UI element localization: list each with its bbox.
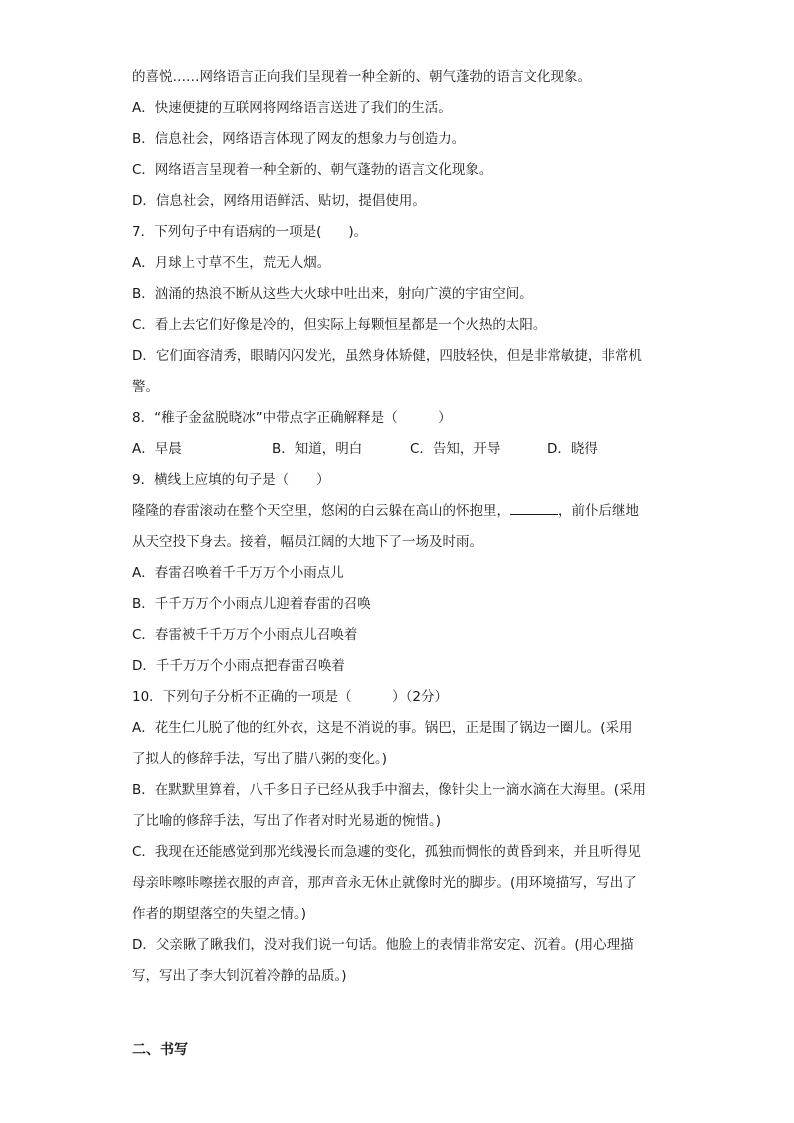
passage-continuation: 的喜悦……网络语言正向我们呈现着一种全新的、朝气蓬勃的语言文化现象。	[132, 69, 591, 85]
q8-options	[132, 434, 666, 465]
q9-passage-post: ，前仆后继地	[558, 503, 639, 519]
q8-option-c: C．告知，开导	[410, 441, 501, 457]
q9-option-b: B．千千万万个小雨点儿迎着春雷的召唤	[132, 596, 371, 612]
q10-option-a-line2: 了拟人的修辞手法，写出了腊八粥的变化。)	[132, 751, 388, 767]
section-title: 二、书写	[132, 1042, 188, 1058]
q9-option-d: D．千千万万个小雨点把春雷召唤着	[132, 658, 345, 674]
q10-option-d-line2: 写，写出了李大钊沉着冷静的品质。)	[132, 968, 347, 984]
q10-option-b-line1: B．在默默里算着，八千多日子已经从我手中溜去，像针尖上一滴水滴在大海里。(采用	[132, 782, 647, 798]
q7-option-d-line1: D．它们面容清秀，眼睛闪闪发光，虽然身体矫健，四肢轻快，但是非常敏捷，非常机	[132, 348, 642, 364]
q6-option-c: C．网络语言呈现着一种全新的、朝气蓬勃的语言文化现象。	[132, 162, 493, 178]
q7-stem: 7．下列句子中有语病的一项是( )。	[132, 224, 368, 240]
q9-option-c: C．春雷被千千万万个小雨点儿召唤着	[132, 627, 358, 643]
q8-option-a: A．早晨	[132, 441, 182, 457]
q7-option-d-line2: 警。	[132, 379, 159, 395]
q8-option-d: D．晓得	[547, 441, 598, 457]
fill-blank	[510, 500, 558, 515]
q10-stem: 10．下列句子分析不正确的一项是（ ）（2分）	[132, 689, 449, 705]
q10-option-c-line1: C．我现在还能感觉到那光线漫长而急遽的变化，孤独而惆怅的黄昏到来，并且听得见	[132, 844, 641, 860]
q9-option-a: A．春雷召唤着千千万万个小雨点儿	[132, 565, 344, 581]
q6-option-a: A．快速便捷的互联网将网络语言送进了我们的生活。	[132, 100, 452, 116]
q7-option-b: B．汹涌的热浪不断从这些大火球中吐出来，射向广漠的宇宙空间。	[132, 286, 533, 302]
q7-option-c: C．看上去它们好像是冷的，但实际上每颗恒星都是一个火热的太阳。	[132, 317, 547, 333]
q10-option-a-line1: A．花生仁儿脱了他的红外衣，这是不消说的事。锅巴，正是围了锅边一圈儿。(采用	[132, 720, 633, 736]
q9-passage-line2: 从天空投下身去。接着，幅员江阔的大地下了一场及时雨。	[132, 534, 483, 550]
q10-option-b-line2: 了比喻的修辞手法，写出了作者对时光易逝的惋惜。)	[132, 813, 442, 829]
q6-option-b: B．信息社会，网络语言体现了网友的想象力与创造力。	[132, 131, 466, 147]
q6-option-d: D．信息社会，网络用语鲜活、贴切，提倡使用。	[132, 193, 426, 209]
q8-option-b: B．知道，明白	[272, 441, 363, 457]
q10-option-d-line1: D．父亲瞅了瞅我们，没对我们说一句话。他脸上的表情非常安定、沉着。(用心理描	[132, 937, 634, 953]
q9-stem: 9．横线上应填的句子是（ ）	[132, 472, 330, 488]
q10-option-c-line3: 作者的期望落空的失望之情。)	[132, 906, 307, 922]
q8-stem: 8．“稚子金盆脱晓冰”中带点字正确解释是（ ）	[132, 410, 452, 426]
q10-option-c-line2: 母亲咔嚓咔嚓搓衣服的声音，那声音永无休止就像时光的脚步。(用环境描写，写出了	[132, 875, 637, 891]
q9-passage-line1	[132, 496, 666, 527]
q7-option-a: A．月球上寸草不生，荒无人烟。	[132, 255, 331, 271]
question-content	[132, 62, 666, 992]
q9-passage-pre: 隆隆的春雷滚动在整个天空里，悠闲的白云躲在高山的怀抱里，	[132, 503, 510, 519]
